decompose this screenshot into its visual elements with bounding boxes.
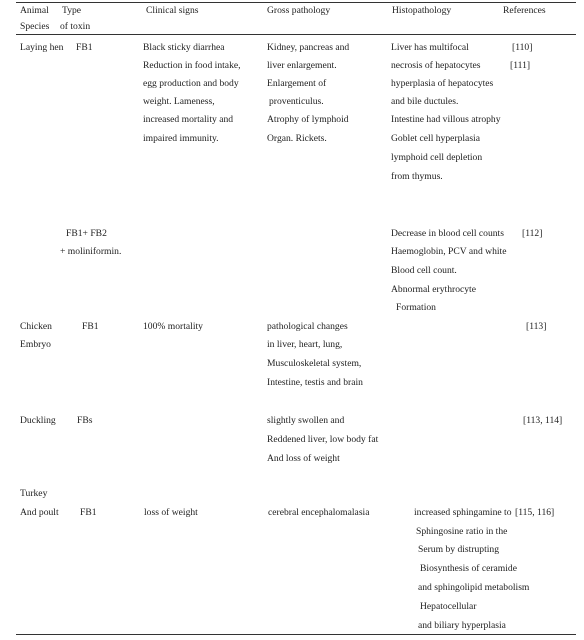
- histo-line: lymphoid cell depletion: [391, 152, 483, 163]
- header-bottom-rule: [16, 34, 576, 35]
- clinical-line: 100% mortality: [143, 321, 203, 332]
- histo-line: Haemoglobin, PCV and white: [391, 246, 507, 257]
- histo-line: and biliary hyperplasia: [418, 620, 506, 631]
- histo-line: Hepatocellular: [420, 601, 477, 612]
- gross-line: proventiculus.: [269, 96, 324, 107]
- clinical-line: increased mortality and: [143, 114, 234, 125]
- gross-line: And loss of weight: [267, 453, 340, 464]
- type-laying-hen: FB1: [76, 42, 93, 53]
- clinical-line: weight. Lameness,: [143, 96, 215, 107]
- histo-line: Liver has multifocal: [391, 42, 469, 53]
- histo-line: Sphingosine ratio in the: [416, 526, 508, 537]
- histo-line: Abnormal erythrocyte: [391, 284, 476, 295]
- reference-111: [111]: [510, 60, 531, 71]
- clinical-line: loss of weight: [144, 507, 198, 518]
- histo-line: hyperplasia of hepatocytes: [391, 78, 494, 89]
- histo-line: Goblet cell hyperplasia: [391, 133, 480, 144]
- reference-115-116: [115, 116]: [515, 507, 555, 518]
- header-references: References: [503, 5, 546, 16]
- histo-line: from thymus.: [391, 171, 443, 182]
- gross-line: Musculoskeletal system,: [267, 358, 362, 369]
- animal-laying-hen: Laying hen: [20, 42, 64, 53]
- gross-line: cerebral encephalomalasia: [268, 507, 370, 518]
- reference-113-114: [113, 114]: [523, 415, 563, 426]
- histo-line: Blood cell count.: [391, 265, 457, 276]
- gross-line: slightly swollen and: [267, 415, 345, 426]
- histo-line: and bile ductules.: [391, 96, 459, 107]
- gross-line: Atrophy of lymphoid: [267, 114, 349, 125]
- header-type-line1: Type: [62, 5, 82, 16]
- gross-line: Intestine, testis and brain: [267, 377, 363, 388]
- clinical-line: egg production and body: [143, 78, 239, 89]
- gross-line: liver enlargement.: [267, 60, 337, 71]
- type-moliniformin: + moliniformin.: [60, 246, 122, 257]
- animal-embryo: Embryo: [20, 339, 51, 350]
- type-fb1-fb2: FB1+ FB2: [66, 228, 107, 239]
- table-bottom-rule: [16, 634, 576, 635]
- header-animal-line2: Species: [20, 21, 50, 32]
- header-animal-line1: Animal: [20, 5, 49, 16]
- histo-line: Formation: [396, 302, 436, 313]
- animal-duckling: Duckling: [20, 415, 56, 426]
- histo-line: Intestine had villous atrophy: [391, 114, 501, 125]
- reference-110: [110]: [512, 42, 533, 53]
- header-histopathology: Histopathology: [392, 5, 452, 16]
- gross-line: Enlargement of: [267, 78, 327, 89]
- clinical-line: Black sticky diarrhea: [143, 42, 225, 53]
- reference-112: [112]: [522, 228, 543, 239]
- animal-turkey: Turkey: [20, 488, 48, 499]
- reference-113: [113]: [526, 321, 547, 332]
- gross-line: Reddened liver, low body fat: [267, 434, 379, 445]
- header-clinical-signs: Clinical signs: [146, 5, 199, 16]
- histo-line: Serum by distrupting: [418, 544, 500, 555]
- gross-line: in liver, heart, lung,: [267, 339, 343, 350]
- histo-line: Decrease in blood cell counts: [391, 228, 504, 239]
- gross-line: Organ. Rickets.: [267, 133, 327, 144]
- clinical-line: impaired immunity.: [143, 133, 219, 144]
- animal-chicken: Chicken: [20, 321, 52, 332]
- gross-line: Kidney, pancreas and: [267, 42, 350, 53]
- animal-poult: And poult: [20, 507, 59, 518]
- type-turkey: FB1: [80, 507, 97, 518]
- header-gross-pathology: Gross pathology: [267, 5, 331, 16]
- histo-line: increased sphingamine to: [414, 507, 512, 518]
- type-duckling: FBs: [77, 415, 93, 426]
- type-chicken-embryo: FB1: [82, 321, 99, 332]
- histo-line: necrosis of hepatocytes: [391, 60, 481, 71]
- histo-line: and sphingolipid metabolism: [418, 582, 530, 593]
- header-type-line2: of toxin: [60, 21, 91, 32]
- table-top-rule: [16, 2, 576, 3]
- clinical-line: Reduction in food intake,: [143, 60, 241, 71]
- gross-line: pathological changes: [267, 321, 348, 332]
- histo-line: Biosynthesis of ceramide: [420, 563, 517, 574]
